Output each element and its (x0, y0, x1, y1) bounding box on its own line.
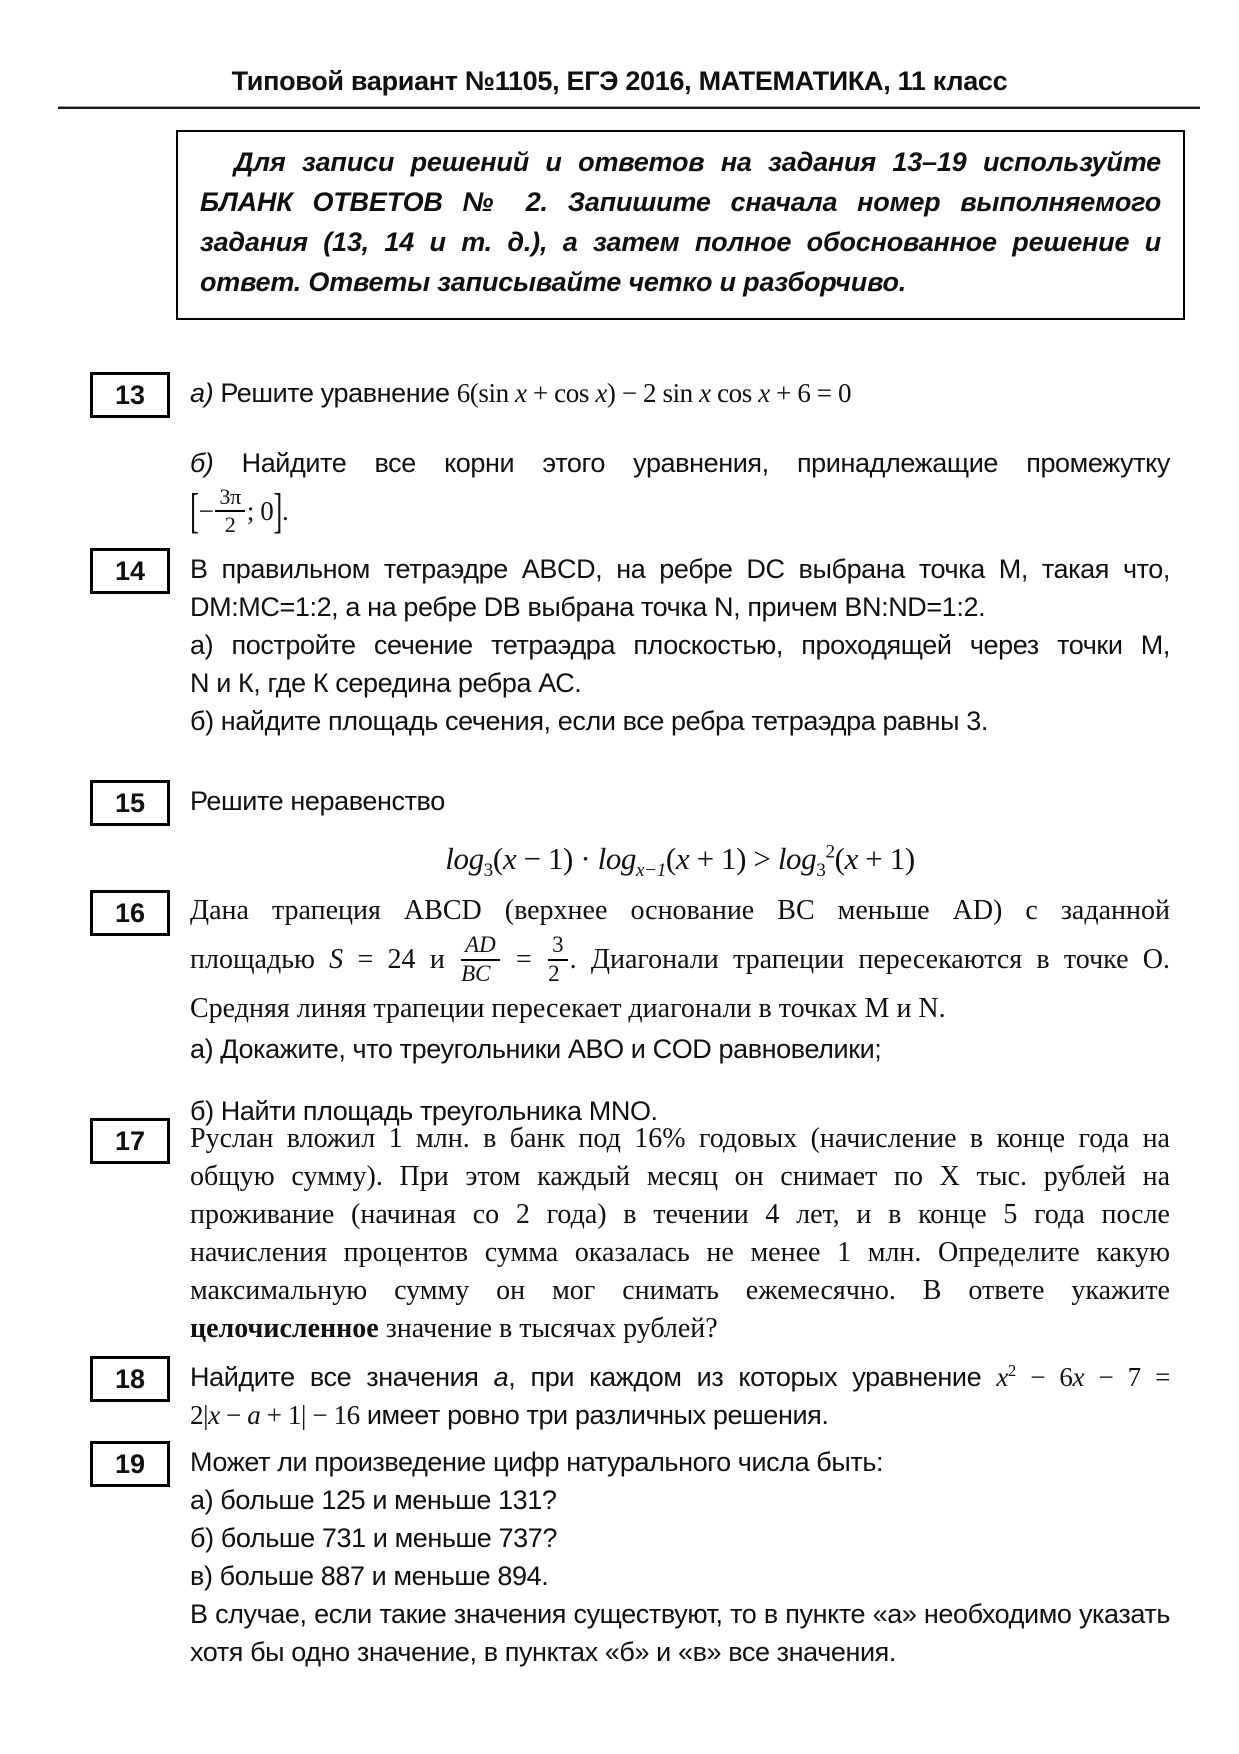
task-15-label: Решите неравенство (190, 786, 445, 816)
task-19-note: В случае, если такие значения существуют, то в пункте «а» необходимо указать хотя бы одно значение, в пунктах «б» и «в» все значения. (190, 1599, 1170, 1667)
task-15-number: 15 (90, 780, 170, 826)
task-19-item-b: б) больше 731 и меньше 737? (190, 1523, 557, 1553)
task-19-line-1: Может ли произведение цифр натурального числа быть: (190, 1447, 884, 1477)
task-16-number: 16 (90, 890, 170, 936)
task-17-number: 17 (90, 1118, 170, 1164)
task-14-part-a: а) постройте сечение тетраэдра плоскостью, проходящей через точки М, (190, 630, 1170, 660)
task-14-part-a-cont: N и К, где К середина ребра АС. (190, 668, 582, 698)
task-19-item-v: в) больше 887 и меньше 894. (190, 1561, 549, 1591)
task-18-number: 18 (90, 1356, 170, 1402)
task-14-part-b: б) найдите площадь сечения, если все ребра тетраэдра равны 3. (190, 706, 988, 736)
task-16-line-1: Дана трапеция ABCD (верхнее основание BC меньше AD) с заданной (190, 895, 1170, 926)
instruction-text: Для записи решений и ответов на задания 13–19 используйте БЛАНК ОТВЕТОВ № 2. Запишите сначала номер выполняемого задания (13, 14 и т. д.), а затем полное обоснованное решение и ответ. Ответы записывайте четко и разборчиво. (200, 147, 1161, 297)
task-14-number: 14 (90, 548, 170, 594)
task-13-part-b: б) Найдите все корни этого уравнения, принадлежащие промежутку (190, 448, 1170, 478)
task-15-formula: $\log_3(x - 1) \cdot \log_{x-1}(x + 1) > \log_3^2(x + 1)$ (445, 841, 915, 882)
task-14-line-1: В правильном тетраэдре ABCD, на ребре DC выбрана точка М, такая что, (190, 554, 1170, 584)
page-title: Типовой вариант №1105, ЕГЭ 2016, МАТЕМАТИКА, 11 класс (231, 66, 1008, 96)
task-16-line-3: Средняя линяя трапеции пересекает диагонали в точках M и N. (190, 993, 946, 1024)
task-16-part-a: а) Докажите, что треугольники ABO и COD равновелики; (190, 1034, 882, 1064)
task-18-line-1: Найдите все значения a, при каждом из которых уравнение $x^2 - 6x - 7$ = (190, 1361, 1170, 1392)
task-18-line-2: 2|x − a + 1| − 16 имеет ровно три различных решения. (190, 1400, 829, 1430)
task-19-number: 19 (90, 1441, 170, 1487)
header-divider (58, 106, 1200, 109)
task-19-item-a: а) больше 125 и меньше 131? (190, 1485, 557, 1515)
task-16-part-b: б) Найти площадь треугольника MNO. (190, 1096, 658, 1126)
task-13-part-a: а) Решите уравнение 6(sin x + cos x) − 2 sin x cos x + 6 = 0 (190, 378, 852, 408)
task-13-number: 13 (90, 372, 170, 418)
instruction-box (176, 130, 1185, 320)
task-16-line-2: площадью S = 24 и $\frac{AD}{BC}$ = $\frac{3}{2}$ . Диагонали трапеции пересекаются в точке О. (190, 931, 1171, 986)
task-14-line-2: DM:MC=1:2, а на ребре DB выбрана точка N, причем BN:ND=1:2. (190, 592, 986, 622)
task-17-paragraph: Руслан вложил 1 млн. в банк под 16% годовых (начисление в конце года на общую сумму). При этом каждый месяц он снимает по Х тыс. рублей на проживание (начиная со 2 года) в течении 4 лет, и в конце 5 года после начисления процентов сумма оказалась не менее 1 млн. Определите какую максимальную сумму он мог снимать ежемесячно. В ответе укажите целочисленное значение в тысячах рублей? (190, 1123, 1170, 1344)
task-13-interval: [− $\frac{3\pi}{2}$ ; 0]. (190, 483, 289, 538)
